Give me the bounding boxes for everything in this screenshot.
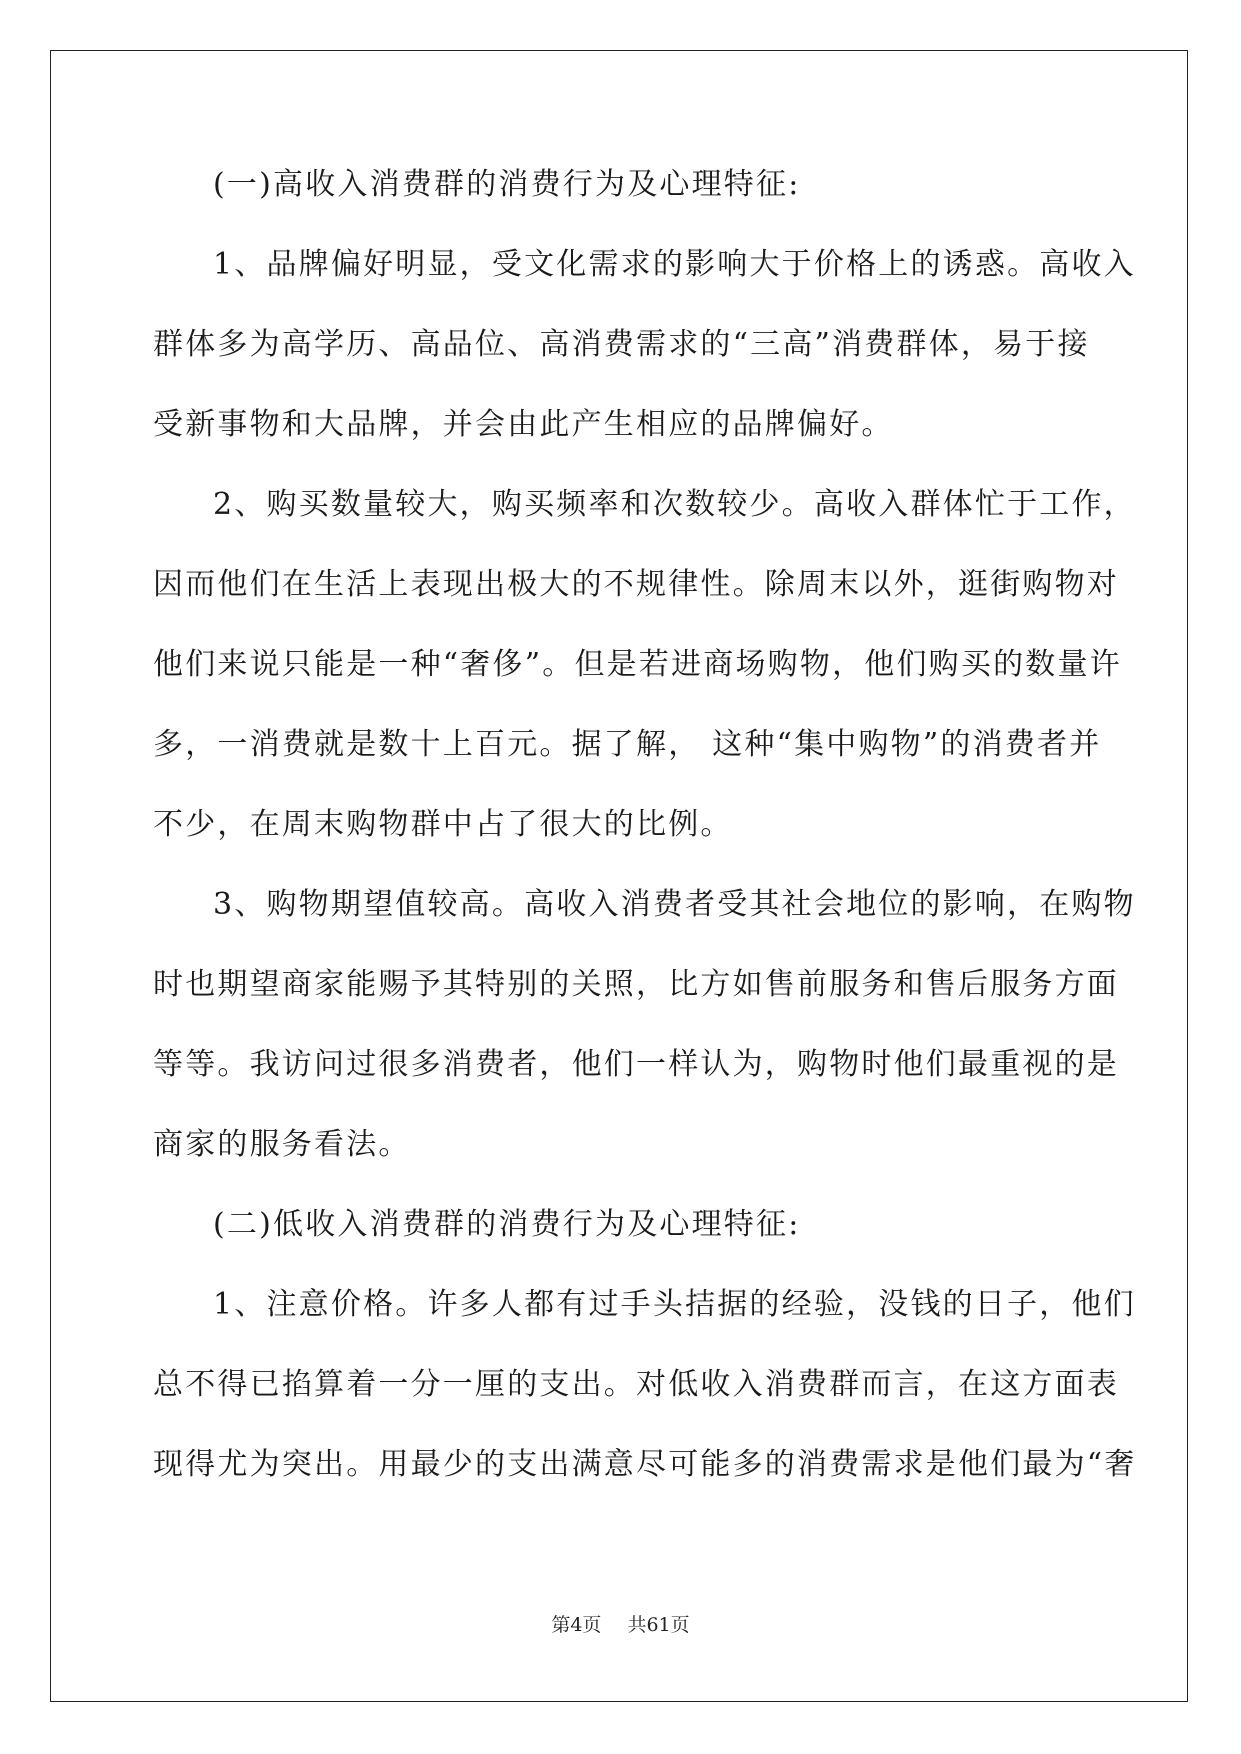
paragraph-line: 因而他们在生活上表现出极大的不规律性。除周末以外，逛街购物对 bbox=[153, 567, 1119, 602]
section-heading-high-income: (一)高收入消费群的消费行为及心理特征: bbox=[213, 167, 801, 202]
paragraph-line: 1、品牌偏好明显，受文化需求的影响大于价格上的诱惑。高收入 bbox=[213, 247, 1136, 282]
paragraph-line: 他们来说只能是一种“奢侈”。但是若进商场购物，他们购买的数量许 bbox=[153, 647, 1122, 682]
paragraph-line: 多，一消费就是数十上百元。据了解， 这种“集中购物”的消费者并 bbox=[153, 727, 1102, 762]
page-footer bbox=[0, 1610, 1241, 1637]
page-number-total: 共61页 bbox=[627, 1614, 690, 1636]
document-body bbox=[153, 160, 1137, 1520]
paragraph-line: 时也期望商家能赐予其特别的关照，比方如售前服务和售后服务方面 bbox=[153, 967, 1119, 1002]
paragraph-line: 3、购物期望值较高。高收入消费者受其社会地位的影响，在购物 bbox=[213, 887, 1136, 922]
paragraph-line: 不少，在周末购物群中占了很大的比例。 bbox=[153, 807, 733, 842]
paragraph-line: 2、购买数量较大，购买频率和次数较少。高收入群体忙于工作， bbox=[213, 487, 1136, 522]
paragraph-line: 等等。我访问过很多消费者，他们一样认为，购物时他们最重视的是 bbox=[153, 1047, 1119, 1082]
paragraph-line: 总不得已掐算着一分一厘的支出。对低收入消费群而言，在这方面表 bbox=[153, 1367, 1119, 1402]
paragraph-line: 商家的服务看法。 bbox=[153, 1127, 411, 1162]
paragraph-line: 现得尤为突出。用最少的支出满意尽可能多的消费需求是他们最为“奢 bbox=[153, 1447, 1137, 1482]
paragraph-line: 1、注意价格。许多人都有过手头拮据的经验，没钱的日子，他们 bbox=[213, 1287, 1136, 1322]
paragraph-line: 群体多为高学历、高品位、高消费需求的“三高”消费群体，易于接 bbox=[153, 327, 1090, 362]
section-heading-low-income: (二)低收入消费群的消费行为及心理特征: bbox=[213, 1207, 801, 1242]
paragraph-line: 受新事物和大品牌，并会由此产生相应的品牌偏好。 bbox=[153, 407, 894, 442]
page-number-current: 第4页 bbox=[551, 1614, 602, 1636]
